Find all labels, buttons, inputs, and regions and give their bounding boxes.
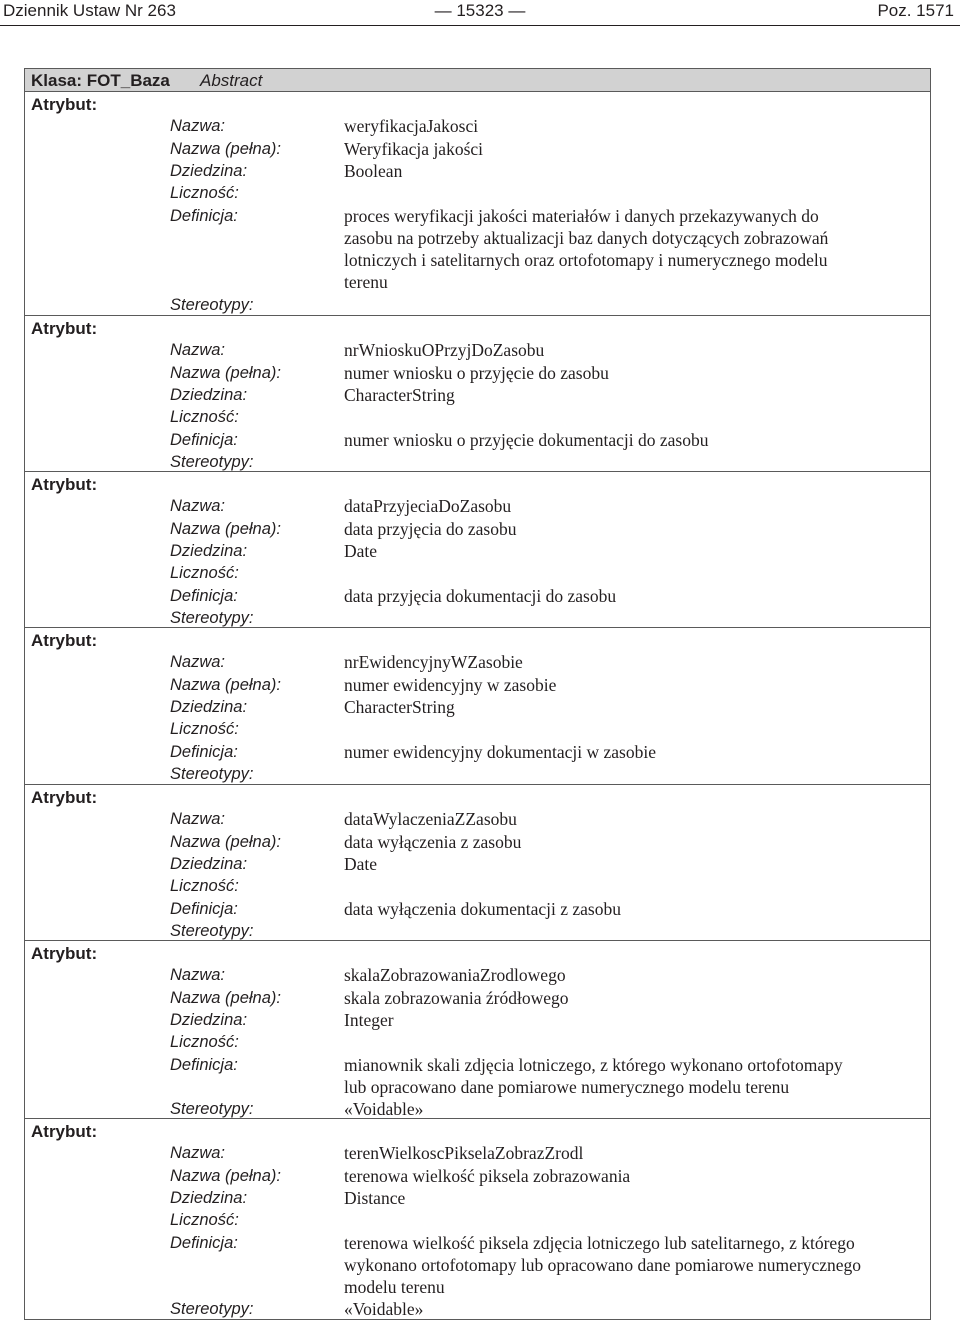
field-value: Boolean: [344, 160, 403, 181]
domain-row: [25, 540, 930, 562]
field-label: Nazwa:: [170, 966, 226, 985]
name-row: [25, 115, 930, 137]
field-value: numer ewidencyjny dokumentacji w zasobie: [344, 741, 656, 762]
field-value: dataWylaczeniaZZasobu: [344, 809, 517, 830]
field-label: Liczność:: [170, 1033, 239, 1052]
position-number: Poz. 1571: [877, 1, 954, 20]
field-label: Definicja:: [170, 742, 238, 761]
field-label: Nazwa:: [170, 117, 226, 136]
definition-row: [25, 1232, 930, 1298]
field-value: data przyjęcia do zasobu: [344, 518, 517, 539]
attribute-heading: Atrybut:: [31, 631, 98, 650]
domain-row: [25, 1009, 930, 1031]
field-value: CharacterString: [344, 696, 455, 717]
multiplicity-row: [25, 562, 930, 584]
field-label: Dziedzina:: [170, 854, 248, 873]
field-label: Stereotypy:: [170, 764, 254, 783]
field-label: Stereotypy:: [170, 452, 254, 471]
field-value: nrWnioskuOPrzyjDoZasobu: [344, 340, 545, 361]
attribute-block: [25, 471, 930, 627]
field-label: Nazwa:: [170, 497, 226, 516]
header-rule: [0, 25, 960, 26]
field-label: Definicja:: [170, 899, 238, 918]
attribute-heading: Atrybut:: [31, 95, 98, 114]
domain-row: [25, 384, 930, 406]
field-label: Liczność:: [170, 184, 239, 203]
attribute-heading: Atrybut:: [31, 319, 98, 338]
class-title-bar: [25, 69, 930, 92]
stereotypes-row: [25, 607, 930, 629]
field-value: weryfikacjaJakosci: [344, 116, 479, 137]
field-label: Dziedzina:: [170, 161, 248, 180]
field-value: skalaZobrazowaniaZrodlowego: [344, 965, 566, 986]
field-label: Definicja:: [170, 206, 238, 225]
field-value: nrEwidencyjnyWZasobie: [344, 652, 523, 673]
multiplicity-row: [25, 406, 930, 428]
class-name: Klasa: FOT_Baza: [31, 71, 170, 90]
class-stereotype: Abstract: [200, 71, 263, 90]
name-row: [25, 964, 930, 986]
field-label: Nazwa:: [170, 341, 226, 360]
field-label: Stereotypy:: [170, 921, 254, 940]
field-label: Dziedzina:: [170, 541, 248, 560]
full-name-row: [25, 138, 930, 160]
field-value: mianownik skali zdjęcia lotniczego, z którego wykonano ortofotomapy lub opracowano dane pomiarowe numerycznego modelu terenu: [344, 1054, 843, 1097]
name-row: [25, 651, 930, 673]
attribute-heading: Atrybut:: [31, 1122, 98, 1141]
attribute-heading: Atrybut:: [31, 788, 98, 807]
field-label: Dziedzina:: [170, 385, 248, 404]
field-label: Liczność:: [170, 877, 239, 896]
field-value: data wyłączenia z zasobu: [344, 831, 522, 852]
stereotypes-row: [25, 763, 930, 785]
class-box: [24, 68, 931, 1320]
attribute-heading: Atrybut:: [31, 944, 98, 963]
field-label: Nazwa (pełna):: [170, 139, 281, 158]
field-value: CharacterString: [344, 384, 455, 405]
multiplicity-row: [25, 182, 930, 204]
field-label: Nazwa (pełna):: [170, 988, 281, 1007]
field-value: numer ewidencyjny w zasobie: [344, 674, 557, 695]
field-value: data przyjęcia dokumentacji do zasobu: [344, 585, 617, 606]
field-label: Dziedzina:: [170, 697, 248, 716]
attribute-block: [25, 627, 930, 784]
full-name-row: [25, 987, 930, 1009]
attribute-heading: Atrybut:: [31, 475, 98, 494]
full-name-row: [25, 1165, 930, 1187]
attribute-block: [25, 940, 930, 1118]
domain-row: [25, 160, 930, 182]
field-label: Nazwa (pełna):: [170, 832, 281, 851]
field-label: Definicja:: [170, 430, 238, 449]
full-name-row: [25, 831, 930, 853]
field-label: Nazwa (pełna):: [170, 519, 281, 538]
field-label: Nazwa (pełna):: [170, 675, 281, 694]
domain-row: [25, 853, 930, 875]
field-label: Dziedzina:: [170, 1188, 248, 1207]
name-row: [25, 339, 930, 361]
field-value: proces weryfikacji jakości materiałów i danych przekazywanych do zasobu na potrzeby aktualizacji baz danych dotyczących zobrazowań lotniczych i satelitarnych oraz ortofotomapy i numerycznego modelu terenu: [344, 205, 829, 293]
stereotypes-row: [25, 294, 930, 316]
definition-row: [25, 1054, 930, 1097]
definition-row: [25, 741, 930, 763]
domain-row: [25, 696, 930, 718]
stereotypes-row: [25, 1298, 930, 1320]
full-name-row: [25, 674, 930, 696]
journal-title: Dziennik Ustaw Nr 263: [3, 1, 176, 20]
field-value: numer wniosku o przyjęcie dokumentacji do zasobu: [344, 429, 709, 450]
attribute-block: [25, 315, 930, 471]
multiplicity-row: [25, 718, 930, 740]
field-label: Liczność:: [170, 408, 239, 427]
field-label: Definicja:: [170, 1055, 238, 1074]
field-value: Integer: [344, 1009, 394, 1030]
field-label: Nazwa:: [170, 810, 226, 829]
name-row: [25, 1142, 930, 1164]
field-value: skala zobrazowania źródłowego: [344, 987, 569, 1008]
field-label: Dziedzina:: [170, 1010, 248, 1029]
name-row: [25, 495, 930, 517]
field-label: Nazwa:: [170, 1144, 226, 1163]
name-row: [25, 808, 930, 830]
field-label: Stereotypy:: [170, 1100, 254, 1119]
field-label: Liczność:: [170, 720, 239, 739]
multiplicity-row: [25, 875, 930, 897]
stereotypes-row: [25, 920, 930, 942]
definition-row: [25, 585, 930, 607]
page-header: [0, 0, 960, 28]
field-label: Liczność:: [170, 564, 239, 583]
domain-row: [25, 1187, 930, 1209]
field-label: Nazwa (pełna):: [170, 363, 281, 382]
full-name-row: [25, 362, 930, 384]
stereotypes-row: [25, 451, 930, 473]
multiplicity-row: [25, 1031, 930, 1053]
field-label: Stereotypy:: [170, 608, 254, 627]
multiplicity-row: [25, 1209, 930, 1231]
field-value: terenowa wielkość piksela zdjęcia lotniczego lub satelitarnego, z którego wykonano ortofotomapy lub opracowano dane pomiarowe numerycznego modelu terenu: [344, 1232, 862, 1298]
field-label: Stereotypy:: [170, 295, 254, 314]
definition-row: [25, 898, 930, 920]
field-value: Date: [344, 853, 378, 874]
field-label: Nazwa (pełna):: [170, 1166, 281, 1185]
field-label: Liczność:: [170, 1211, 239, 1230]
attribute-block: [25, 784, 930, 940]
field-label: Definicja:: [170, 1233, 238, 1252]
full-name-row: [25, 518, 930, 540]
field-value: Distance: [344, 1187, 406, 1208]
field-value: Weryfikacja jakości: [344, 138, 484, 159]
page-number: — 15323 —: [434, 1, 526, 20]
field-label: Nazwa:: [170, 653, 226, 672]
definition-row: [25, 429, 930, 451]
field-value: terenowa wielkość piksela zobrazowania: [344, 1165, 631, 1186]
field-value: dataPrzyjeciaDoZasobu: [344, 496, 512, 517]
field-label: Stereotypy:: [170, 1300, 254, 1319]
attribute-block: [25, 92, 930, 315]
attribute-block: [25, 1118, 930, 1319]
field-value: numer wniosku o przyjęcie do zasobu: [344, 362, 609, 383]
field-value: data wyłączenia dokumentacji z zasobu: [344, 898, 621, 919]
field-value: «Voidable»: [344, 1299, 424, 1320]
field-value: Date: [344, 540, 378, 561]
field-value: terenWielkoscPikselaZobrazZrodl: [344, 1143, 584, 1164]
field-label: Definicja:: [170, 586, 238, 605]
field-value: «Voidable»: [344, 1099, 424, 1120]
definition-row: [25, 205, 930, 293]
